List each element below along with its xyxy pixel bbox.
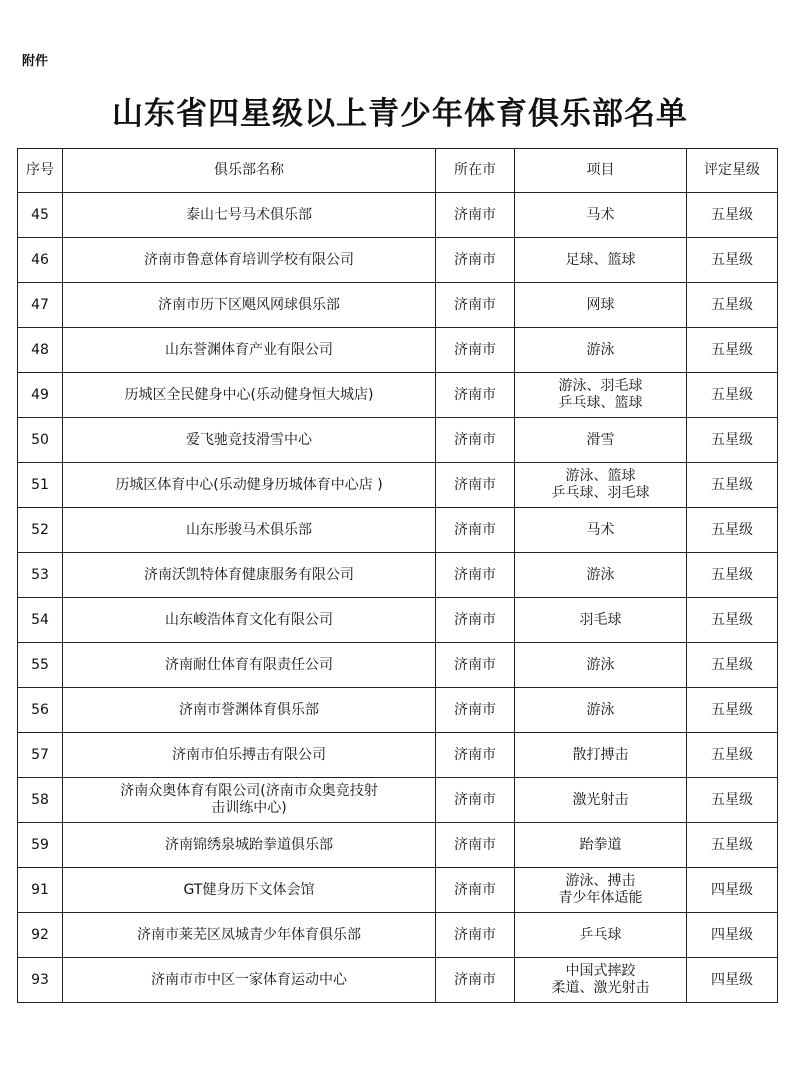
table-header-row xyxy=(18,149,778,193)
cell-sport: 游泳、羽毛球 乒乓球、篮球 xyxy=(515,373,687,418)
cell-rating: 四星级 xyxy=(687,958,778,1003)
cell-no: 91 xyxy=(18,868,63,913)
attachment-label: 附件 xyxy=(22,54,49,69)
cell-club-name: 济南锦绣泉城跆拳道俱乐部 xyxy=(63,823,436,868)
cell-sport: 网球 xyxy=(515,283,687,328)
cell-rating: 四星级 xyxy=(687,868,778,913)
cell-rating: 五星级 xyxy=(687,418,778,463)
cell-sport: 马术 xyxy=(515,508,687,553)
table-row xyxy=(18,283,778,328)
club-table xyxy=(17,148,778,1003)
column-header-city: 所在市 xyxy=(436,149,515,193)
cell-club-name: 济南沃凯特体育健康服务有限公司 xyxy=(63,553,436,598)
cell-no: 58 xyxy=(18,778,63,823)
cell-city: 济南市 xyxy=(436,283,515,328)
table-row xyxy=(18,868,778,913)
cell-no: 48 xyxy=(18,328,63,373)
cell-no: 50 xyxy=(18,418,63,463)
cell-sport: 马术 xyxy=(515,193,687,238)
cell-club-name: 济南众奥体育有限公司(济南市众奥竞技射 击训练中心) xyxy=(63,778,436,823)
table-row xyxy=(18,238,778,283)
cell-club-name: 济南市伯乐搏击有限公司 xyxy=(63,733,436,778)
cell-rating: 五星级 xyxy=(687,733,778,778)
cell-city: 济南市 xyxy=(436,238,515,283)
table-row xyxy=(18,823,778,868)
cell-city: 济南市 xyxy=(436,418,515,463)
cell-club-name: 济南市鲁意体育培训学校有限公司 xyxy=(63,238,436,283)
column-header-rating: 评定星级 xyxy=(687,149,778,193)
cell-sport: 游泳 xyxy=(515,688,687,733)
cell-no: 53 xyxy=(18,553,63,598)
cell-club-name: 爱飞驰竞技滑雪中心 xyxy=(63,418,436,463)
cell-rating: 五星级 xyxy=(687,508,778,553)
cell-rating: 五星级 xyxy=(687,778,778,823)
cell-no: 55 xyxy=(18,643,63,688)
cell-city: 济南市 xyxy=(436,643,515,688)
column-header-no: 序号 xyxy=(18,149,63,193)
cell-no: 46 xyxy=(18,238,63,283)
cell-club-name: GT健身历下文体会馆 xyxy=(63,868,436,913)
cell-sport: 足球、篮球 xyxy=(515,238,687,283)
cell-rating: 五星级 xyxy=(687,598,778,643)
cell-club-name: 济南市誉渊体育俱乐部 xyxy=(63,688,436,733)
cell-sport: 游泳 xyxy=(515,328,687,373)
cell-sport: 跆拳道 xyxy=(515,823,687,868)
cell-city: 济南市 xyxy=(436,913,515,958)
cell-city: 济南市 xyxy=(436,733,515,778)
cell-sport: 游泳、篮球 乒乓球、羽毛球 xyxy=(515,463,687,508)
cell-rating: 五星级 xyxy=(687,463,778,508)
cell-club-name: 山东誉渊体育产业有限公司 xyxy=(63,328,436,373)
cell-no: 54 xyxy=(18,598,63,643)
cell-city: 济南市 xyxy=(436,508,515,553)
cell-sport: 羽毛球 xyxy=(515,598,687,643)
cell-no: 51 xyxy=(18,463,63,508)
cell-city: 济南市 xyxy=(436,688,515,733)
cell-no: 93 xyxy=(18,958,63,1003)
cell-rating: 四星级 xyxy=(687,913,778,958)
cell-club-name: 济南市市中区一家体育运动中心 xyxy=(63,958,436,1003)
cell-club-name: 历城区全民健身中心(乐动健身恒大城店) xyxy=(63,373,436,418)
page-title: 山东省四星级以上青少年体育俱乐部名单 xyxy=(112,96,688,132)
cell-sport: 散打搏击 xyxy=(515,733,687,778)
cell-city: 济南市 xyxy=(436,823,515,868)
cell-city: 济南市 xyxy=(436,373,515,418)
cell-city: 济南市 xyxy=(436,778,515,823)
table-row xyxy=(18,553,778,598)
column-header-sport: 项目 xyxy=(515,149,687,193)
cell-sport: 滑雪 xyxy=(515,418,687,463)
cell-city: 济南市 xyxy=(436,553,515,598)
cell-rating: 五星级 xyxy=(687,688,778,733)
column-header-name: 俱乐部名称 xyxy=(63,149,436,193)
cell-club-name: 山东峻浩体育文化有限公司 xyxy=(63,598,436,643)
cell-no: 56 xyxy=(18,688,63,733)
cell-rating: 五星级 xyxy=(687,373,778,418)
cell-sport: 乒乓球 xyxy=(515,913,687,958)
cell-city: 济南市 xyxy=(436,958,515,1003)
table-row xyxy=(18,328,778,373)
cell-no: 57 xyxy=(18,733,63,778)
table-row xyxy=(18,418,778,463)
cell-rating: 五星级 xyxy=(687,553,778,598)
table-row xyxy=(18,193,778,238)
cell-no: 45 xyxy=(18,193,63,238)
table-row xyxy=(18,508,778,553)
cell-club-name: 山东彤骏马术俱乐部 xyxy=(63,508,436,553)
table-row xyxy=(18,688,778,733)
table-row xyxy=(18,598,778,643)
table-row xyxy=(18,913,778,958)
table-row xyxy=(18,778,778,823)
cell-club-name: 历城区体育中心(乐动健身历城体育中心店 ) xyxy=(63,463,436,508)
cell-rating: 五星级 xyxy=(687,328,778,373)
cell-rating: 五星级 xyxy=(687,193,778,238)
cell-city: 济南市 xyxy=(436,463,515,508)
cell-rating: 五星级 xyxy=(687,238,778,283)
cell-no: 52 xyxy=(18,508,63,553)
cell-city: 济南市 xyxy=(436,598,515,643)
cell-sport: 游泳 xyxy=(515,553,687,598)
table-row xyxy=(18,958,778,1003)
cell-club-name: 济南耐仕体育有限责任公司 xyxy=(63,643,436,688)
cell-club-name: 济南市莱芜区凤城青少年体育俱乐部 xyxy=(63,913,436,958)
table-row xyxy=(18,643,778,688)
table-row xyxy=(18,373,778,418)
cell-sport: 中国式摔跤 柔道、激光射击 xyxy=(515,958,687,1003)
cell-rating: 五星级 xyxy=(687,823,778,868)
cell-city: 济南市 xyxy=(436,193,515,238)
cell-no: 49 xyxy=(18,373,63,418)
cell-rating: 五星级 xyxy=(687,643,778,688)
cell-sport: 游泳 xyxy=(515,643,687,688)
cell-no: 92 xyxy=(18,913,63,958)
table-row xyxy=(18,733,778,778)
cell-city: 济南市 xyxy=(436,328,515,373)
cell-sport: 激光射击 xyxy=(515,778,687,823)
cell-no: 47 xyxy=(18,283,63,328)
cell-sport: 游泳、搏击 青少年体适能 xyxy=(515,868,687,913)
cell-no: 59 xyxy=(18,823,63,868)
cell-club-name: 济南市历下区飓风网球俱乐部 xyxy=(63,283,436,328)
cell-rating: 五星级 xyxy=(687,283,778,328)
cell-club-name: 泰山七号马术俱乐部 xyxy=(63,193,436,238)
cell-city: 济南市 xyxy=(436,868,515,913)
table-row xyxy=(18,463,778,508)
